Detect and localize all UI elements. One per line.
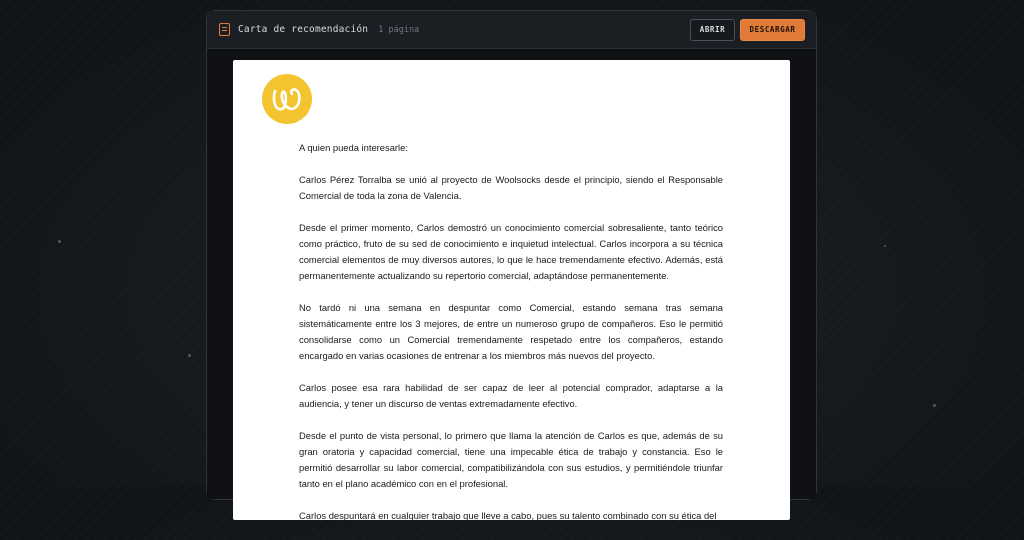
letter-paragraph: Carlos Pérez Torralba se unió al proyecto de Woolsocks desde el principio, siendo el Responsable Comercial de toda la zona de Valencia.	[299, 174, 723, 201]
letter-paragraph: Desde el primer momento, Carlos demostró un conocimiento comercial sobresaliente, tanto teórico como práctico, fruto de su sed de conocimiento e inquietud intelectual. Carlos incorpora a su técnica comercial elementos de muy diversos autores, lo que le hace tremendamente efectivo. Además, está permanentemente actualizando su repertorio comercial, adaptándose permanentemente.	[299, 222, 723, 281]
letter-body	[299, 140, 723, 540]
letter-paragraph: Carlos despuntará en cualquier trabajo que lleve a cabo, pues su talento combinado con su ética del	[299, 510, 717, 521]
letter-salutation: A quien pueda interesarle:	[299, 142, 408, 153]
background-star	[933, 404, 936, 407]
document-viewer	[206, 10, 817, 521]
document-icon	[219, 23, 230, 36]
letter-paragraph: Desde el punto de vista personal, lo primero que llama la atención de Carlos es que, además de su gran oratoria y capacidad comercial, tiene una impecable ética de trabajo y constancia. Eso le permitió desarrollar su labor comercial, compatibilizándola con sus estudios, y permitiéndole triunfar tanto en el plano académico con en el profesional.	[299, 430, 723, 489]
page-count: 1 página	[378, 24, 420, 35]
woolsocks-logo-icon	[262, 74, 312, 124]
download-button[interactable]: DESCARGAR	[740, 19, 805, 41]
letter-paragraph: Carlos posee esa rara habilidad de ser capaz de leer al potencial comprador, adaptarse a la audiencia, y tener un discurso de ventas extremadamente efectivo.	[299, 382, 723, 409]
viewer-toolbar	[207, 11, 816, 49]
background-star	[58, 240, 61, 243]
background-star	[884, 245, 886, 247]
letter-paragraph: No tardó ni una semana en despuntar como Comercial, estando semana tras semana sistemáticamente entre los 3 mejores, de entre un numeroso grupo de compañeros. Eso le permitió consolidarse como un Comercial tremendamente respetado entre los compañeros, estando encargado en varias ocasiones de entrenar a los miembros más nuevos del proyecto.	[299, 302, 723, 361]
document-title: Carta de recomendación	[238, 24, 369, 35]
page-scroll-area[interactable]	[207, 50, 816, 521]
background-star	[188, 354, 191, 357]
open-button[interactable]: ABRIR	[690, 19, 735, 41]
document-page	[233, 60, 790, 520]
